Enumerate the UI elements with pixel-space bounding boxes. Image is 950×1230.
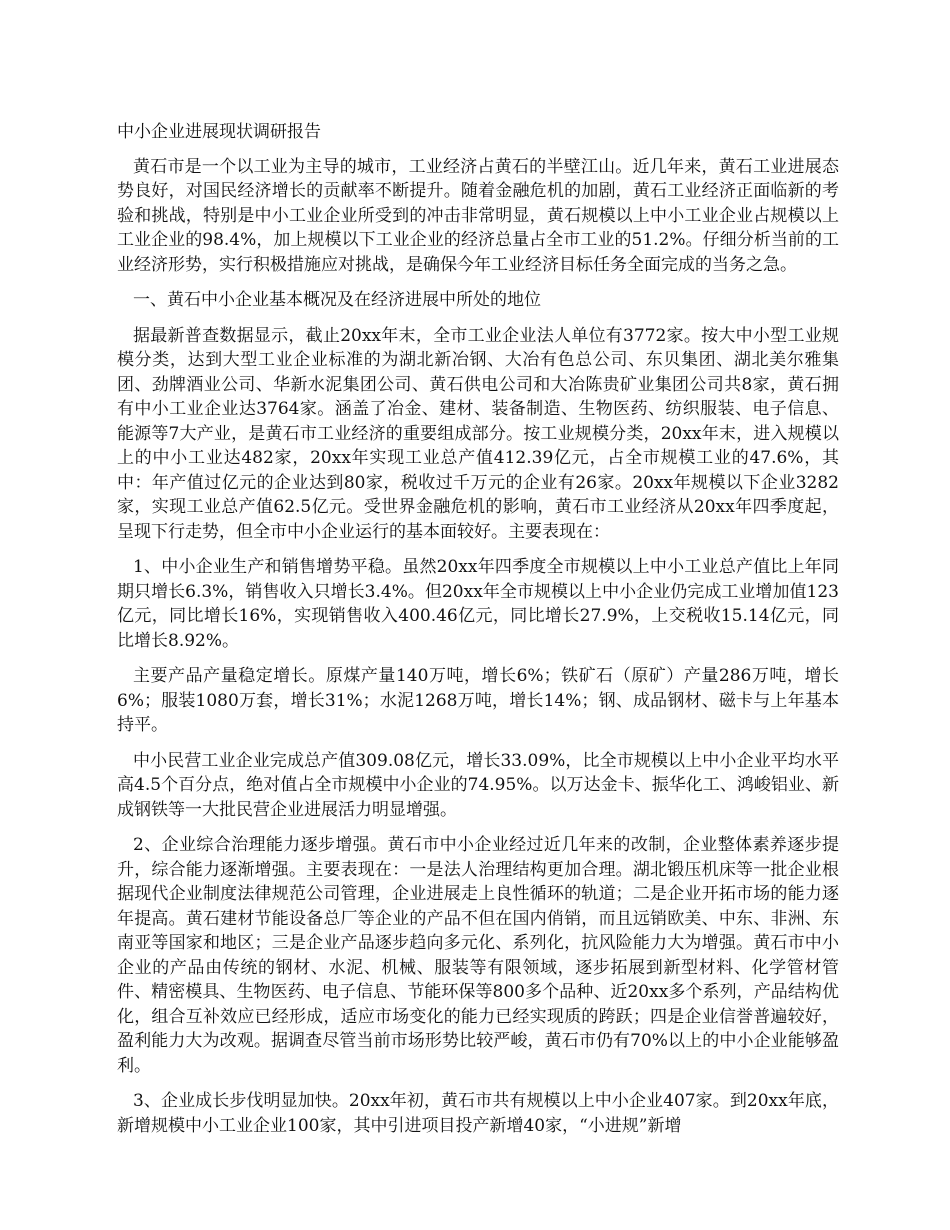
point-3-paragraph: 3、企业成长步伐明显加快。20xx年初，黄石市共有规模以上中小企业407家。到20xx年底，新增规模中小工业企业100家，其中引进项目投产新增40家，“小进规”新增 [117, 1091, 839, 1136]
intro-paragraph: 黄石市是一个以工业为主导的城市，工业经济占黄石的半壁江山。近几年来，黄石工业进展态势良好，对国民经济增长的贡献率不断提升。随着金融危机的加剧，黄石工业经济正面临新的考验和挑战，特别是中小工业企业所受到的冲击非常明显，黄石规模以上中小工业企业占规模以上工业企业的98.4%，加上规模以下工业企业的经济总量占全市工业的51.2%。仔细分析当前的工业经济形势，实行积极措施应对挑战，是确保今年工业经济目标任务全面完成的当务之急。 [117, 156, 839, 275]
section-heading: 一、黄石中小企业基本概况及在经济进展中所处的地位 [133, 290, 541, 310]
document-page [117, 120, 839, 1149]
document-title: 中小企业进展现状调研报告 [117, 122, 321, 142]
private-enterprise-paragraph: 中小民营工业企业完成总产值309.08亿元，增长33.09%，比全市规模以上中小企业平均水平高4.5个百分点，绝对值占全市规模中小企业的74.95%。以万达金卡、振华化工、鸿峻铝业、新成钢铁等一大批民营企业进展活力明显增强。 [117, 750, 839, 820]
overview-paragraph: 据最新普查数据显示，截止20xx年末，全市工业企业法人单位有3772家。按大中小型工业规模分类，达到大型工业企业标准的为湖北新冶钢、大冶有色总公司、东贝集团、湖北美尔雅集团、劲牌酒业公司、华新水泥集团公司、黄石供电公司和大冶陈贵矿业集团公司共8家，黄石拥有中小工业企业达3764家。涵盖了冶金、建材、装备制造、生物医药、纺织服装、电子信息、能源等7大产业，是黄石市工业经济的重要组成部分。按工业规模分类，20xx年末，进入规模以上的中小工业达482家，20xx年实现工业总产值412.39亿元，占全市规模工业的47.6%，其中：年产值过亿元的企业达到80家，税收过千万元的企业有26家。20xx年规模以下企业3282家，实现工业总产值62.5亿元。受世界金融危机的影响，黄石市工业经济从20xx年四季度起，呈现下行走势，但全市中小企业运行的基本面较好。主要表现在： [117, 325, 839, 542]
point-2-paragraph: 2、企业综合治理能力逐步增强。黄石市中小企业经过近几年来的改制，企业整体素养逐步提升，综合能力逐渐增强。主要表现在：一是法人治理结构更加合理。湖北锻压机床等一批企业根据现代企业制度法律规范公司管理，企业进展走上良性循环的轨道；二是企业开拓市场的能力逐年提高。黄石建材节能设备总厂等企业的产品不但在国内俏销，而且远销欧美、中东、非洲、东南亚等国家和地区；三是企业产品逐步趋向多元化、系列化，抗风险能力大为增强。黄石市中小企业的产品由传统的钢材、水泥、机械、服装等有限领域，逐步拓展到新型材料、化学管材管件、精密模具、生物医药、电子信息、节能环保等800多个品种、近20xx多个系列，产品结构优化，组合互补效应已经形成，适应市场变化的能力已经实现质的跨跃；四是企业信誉普遍较好，盈利能力大为改观。据调查尽管当前市场形势比较严峻，黄石市仍有70%以上的中小企业能够盈利。 [117, 835, 839, 1076]
point-1-paragraph: 1、中小企业生产和销售增势平稳。虽然20xx年四季度全市规模以上中小工业总产值比上年同期只增长6.3%，销售收入只增长3.4%。但20xx年全市规模以上中小企业仍完成工业增加值123亿元，同比增长16%，实现销售收入400.46亿元，同比增长27.9%，上交税收15.14亿元，同比增长8.92%。 [117, 557, 839, 651]
products-paragraph: 主要产品产量稳定增长。原煤产量140万吨，增长6%；铁矿石（原矿）产量286万吨，增长6%；服装1080万套，增长31%；水泥1268万吨，增长14%；钢、成品钢材、磁卡与上年基本持平。 [117, 666, 839, 735]
